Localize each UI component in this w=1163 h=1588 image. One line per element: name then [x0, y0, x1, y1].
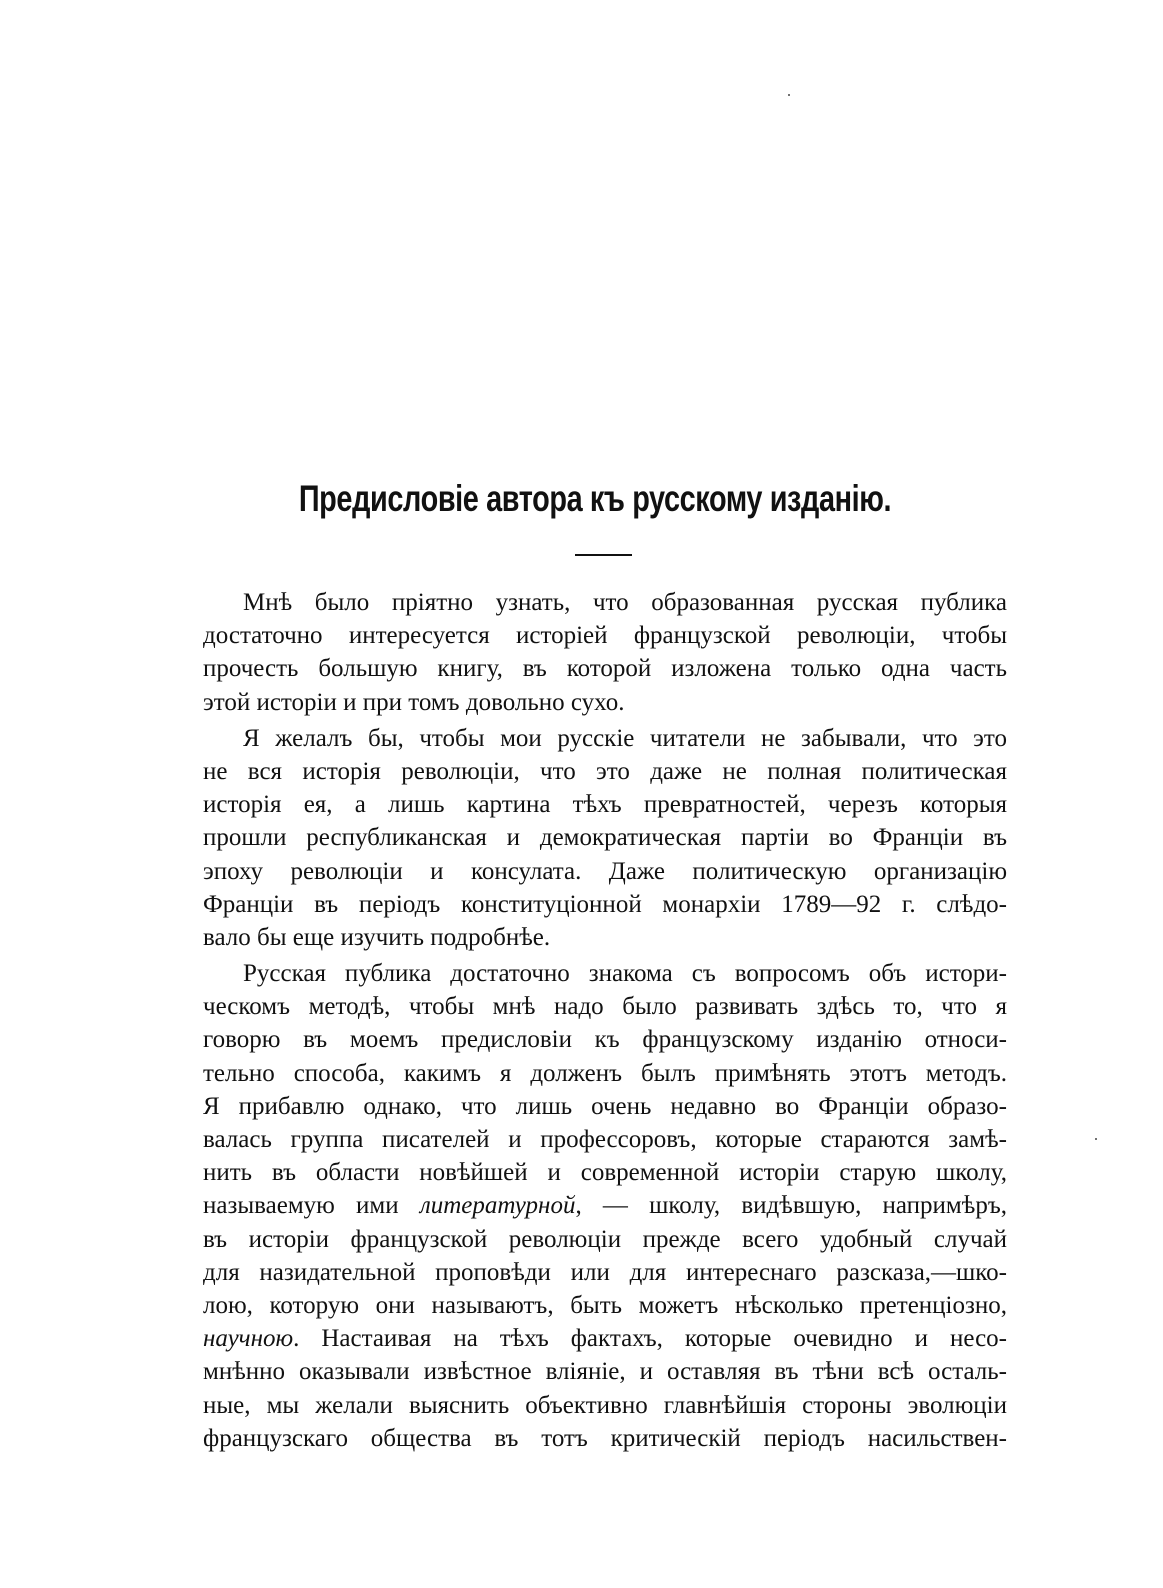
text-line: нить въ области новѣйшей и современной исторіи старую школу, [203, 1159, 1007, 1187]
text-line: тельно способа, какимъ я долженъ былъ примѣнять этотъ методъ. [203, 1059, 1007, 1087]
text-line: ные, мы желали выяснить объективно главнѣйшія стороны эволюціи [203, 1391, 1007, 1419]
text-segment: , — школу, видѣвшую, напримѣръ, [575, 1192, 1007, 1220]
emphasized-word: научною [203, 1325, 294, 1353]
text-line: прочесть большую книгу, въ которой изложена только одна часть [203, 655, 1007, 683]
scan-speck [1095, 1138, 1097, 1140]
text-line: для назидательной проповѣди или для интереснаго разсказа,—шко- [203, 1258, 1007, 1286]
text-line: ческомъ методѣ, чтобы мнѣ надо было развивать здѣсь то, что я [203, 993, 1007, 1021]
text-line: въ исторіи французской революціи прежде всего удобный случай [203, 1225, 1007, 1253]
emphasized-word: литературной [419, 1192, 576, 1220]
scan-speck [788, 94, 790, 96]
text-line: этой исторіи и при томъ довольно сухо. [203, 688, 625, 716]
text-line: прошли республиканская и демократическая партіи во Франціи въ [203, 824, 1007, 852]
text-line: исторія ея, а лишь картина тѣхъ превратностей, черезъ которыя [203, 791, 1007, 819]
text-line: эпоху революціи и консулата. Даже политическую организацію [203, 857, 1007, 885]
text-line: Я прибавлю однако, что лишь очень недавно во Франціи образо- [203, 1092, 1007, 1120]
text-line: не вся исторія революціи, что это даже не полная политическая [203, 757, 1007, 785]
text-line: Русская публика достаточно знакома съ вопросомъ объ истори- [243, 960, 1007, 988]
text-line: Франціи въ періодъ конституціонной монархіи 1789—92 г. слѣдо- [203, 890, 1007, 918]
text-line: французскаго общества въ тотъ критическій періодъ насильствен- [203, 1424, 1007, 1452]
text-line: Мнѣ было пріятно узнать, что образованная русская публика [243, 589, 1007, 616]
text-line-with-emphasis [203, 1189, 1007, 1222]
text-line: достаточно интересуется исторіей французской революціи, чтобы [203, 622, 1007, 650]
text-segment: называемую ими [203, 1192, 420, 1220]
body-text [203, 586, 1007, 1455]
text-line: лою, которую они называютъ, быть можетъ нѣсколько претенціозно, [203, 1291, 1007, 1319]
text-line-with-emphasis [203, 1322, 1007, 1355]
text-line: вало бы еще изучить подробнѣе. [203, 923, 551, 951]
title-rule-divider [575, 554, 632, 556]
page-title: Предисловіе автора къ русскому изданію. [298, 478, 892, 519]
text-line: говорю въ моемъ предисловіи къ французскому изданію относи- [203, 1026, 1007, 1054]
text-line: Я желалъ бы, чтобы мои русскіе читатели не забывали, что это [243, 724, 1007, 752]
text-line: мнѣнно оказывали извѣстное вліяніе, и оставляя въ тѣни всѣ осталь- [203, 1358, 1007, 1386]
text-segment: . Настаивая на тѣхъ фактахъ, которые очевидно и несо- [293, 1325, 1007, 1353]
text-line: валась группа писателей и профессоровъ, которые стараются замѣ- [203, 1126, 1007, 1153]
